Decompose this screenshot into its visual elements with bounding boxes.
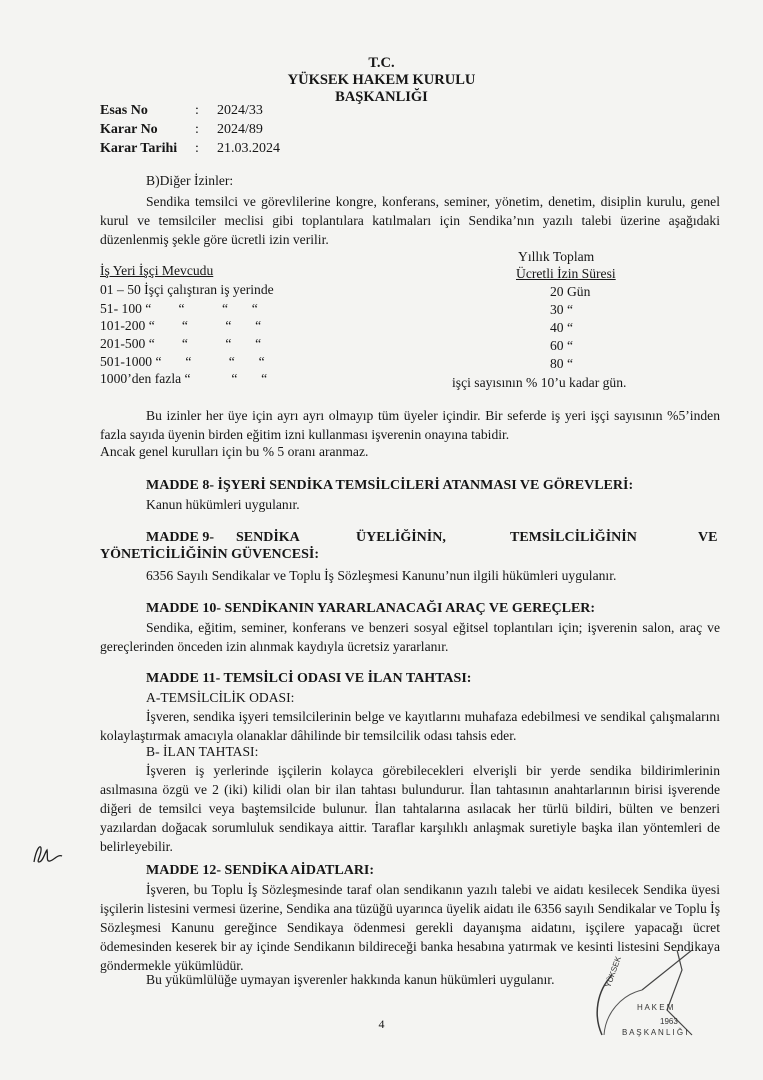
section-b-paragraph-3: Ancak genel kurulları için bu % 5 oranı aranmaz.	[100, 444, 369, 459]
madde-11-text-b: İşveren iş yerlerinde işçilerin kolayca görebilecekleri elverişli bir yerde sendika bildirimlerinin asılmasına özgü ve 2 (iki) kilidi olan bir ilan tahtası bulundurur. İlan tahtasının anahtarlarının birisi işverende diğeri de temsilci veya baştemsilcide bulunur. İlan tahtalarına asılacak her türlü bildiri, bülten ve benzeri yazılardan doğacak sorumluluk sendikaya aittir. Taraflar karşılıklı anlaşmak suretiyle başka ilan yöntemleri de belirleyebilir.	[100, 763, 720, 854]
svg-text:1963: 1963	[660, 1017, 678, 1026]
header-institution: YÜKSEK HAKEM KURULU	[287, 72, 476, 88]
meta-value: 2024/89	[217, 122, 263, 137]
madde-12-text-1: İşveren, bu Toplu İş Sözleşmesinde taraf olan sendikanın yazılı talebi ve aidatı kesilecek Sendika üyesi işçilerin listesini vermesi üzerine, Sendika ana tüzüğü uyarınca üyelik aidatı ile 6356 sayılı Sendikalar ve Toplu İş Sözleşmesi Kanunu gereğince Sendikaya ödenmesi gerekli dayanışma aidatını, işçilere yapacağı ücret ödemesinden keserek bir ay içinde Sendikanın bildireceği banka hesabına yatırmak ve kesinti listesini Sendikaya göndermekle yükümlüdür.	[100, 882, 720, 973]
table-col2-header-1: Yıllık Toplam	[518, 249, 595, 264]
table-row-days: 80 “	[550, 356, 574, 371]
meta-label: Karar No	[100, 122, 158, 137]
section-b-title: B)Diğer İzinler:	[146, 173, 234, 188]
madde-8-title: MADDE 8- İŞYERİ SENDİKA TEMSİLCİLERİ ATANMASI VE GÖREVLERİ:	[146, 478, 634, 493]
madde-9-title-d: TEMSİLCİLİĞİNİN	[510, 530, 637, 545]
madde-10-text: Sendika, eğitim, seminer, konferans ve benzeri sosyal eğitsel toplantıları için; işverenin salon, araç ve gereçlerinden önceden izin alınmak kaydıyla ücretsiz yararlanır.	[100, 620, 720, 654]
madde-11-title: MADDE 11- TEMSİLCİ ODASI VE İLAN TAHTASI:	[146, 671, 472, 686]
section-b-paragraph: Sendika temsilci ve görevlilerine kongre, konferans, seminer, yönetim, denetim, disiplin kurulu, genel kurul ve temsilciler meclisi gibi toplantılara katılmaları için Sendika’nın yazılı talebi üzerine aşağıdaki düzenlenmiş şekle göre ücretli izin verilir.	[100, 194, 720, 247]
madde-9-title-line2: YÖNETİCİLİĞİNİN GÜVENCESİ:	[100, 547, 319, 562]
table-col1-header: İş Yeri İşçi Mevcudu	[100, 263, 214, 278]
madde-11-sub-b: B- İLAN TAHTASI:	[146, 744, 259, 759]
madde-9-title-a: MADDE 9-	[146, 530, 215, 545]
table-col2-header-2: Ücretli İzin Süresi	[516, 266, 616, 281]
table-row-days: işçi sayısının % 10’u kadar gün.	[452, 375, 627, 390]
meta-esas: Esas No : 2024/33	[100, 103, 263, 118]
section-b-paragraph-2: Bu izinler her üye için ayrı ayrı olmayıp tüm üyeler içindir. Bir seferde iş yeri işçi sayısının %5’inden fazla sayıda üyenin birden eğitim izni kullanması işverenin onayına tabidir.	[100, 408, 720, 442]
table-row-days: 30 “	[550, 302, 574, 317]
svg-text:YÜKSEK: YÜKSEK	[603, 955, 623, 989]
table-row-days: 40 “	[550, 320, 574, 335]
madde-10-title: MADDE 10- SENDİKANIN YARARLANACAĞI ARAÇ VE GEREÇLER:	[146, 601, 596, 616]
header-tc: T.C.	[368, 55, 395, 71]
meta-label: Esas No	[100, 103, 148, 118]
table-row-range: 501-1000 “ “ “ “	[100, 354, 265, 369]
meta-karar: Karar No : 2024/89	[100, 122, 263, 137]
madde-9-title-b: SENDİKA	[236, 530, 300, 545]
table-row-range: 01 – 50 İşçi çalıştıran iş yerinde	[100, 282, 274, 297]
table-row-range: 201-500 “ “ “ “	[100, 336, 262, 351]
madde-9-text: 6356 Sayılı Sendikalar ve Toplu İş Sözleşmesi Kanunu’nun ilgili hükümleri uygulanır.	[146, 568, 617, 583]
madde-9-title-c: ÜYELİĞİNİN,	[356, 530, 446, 545]
page-number: 4	[378, 1017, 385, 1031]
svg-text:H A K E M: H A K E M	[637, 1003, 674, 1012]
table-row-range: 101-200 “ “ “ “	[100, 318, 262, 333]
meta-value: 2024/33	[217, 103, 263, 118]
table-row-days: 60 “	[550, 338, 574, 353]
table-row-days: 20 Gün	[550, 284, 591, 299]
madde-8-text: Kanun hükümleri uygulanır.	[146, 497, 300, 512]
madde-11-text-a: İşveren, sendika işyeri temsilcilerinin belge ve kayıtlarını muhafaza edebilmesi ve sendikal çalışmalarını kolaylaştırmak amacıyla olanaklar dâhilinde bir temsilcilik odası tahsis eder.	[100, 709, 720, 743]
madde-12-title: MADDE 12- SENDİKA AİDATLARI:	[146, 863, 375, 878]
meta-label: Karar Tarihi	[100, 141, 178, 156]
handwritten-initials-icon	[30, 842, 66, 866]
header-office: BAŞKANLIĞI	[335, 89, 428, 105]
meta-karar-tarihi: Karar Tarihi : 21.03.2024	[100, 141, 280, 156]
table-row-range: 51- 100 “ “ “ “	[100, 301, 258, 316]
madde-11-sub-a: A-TEMSİLCİLİK ODASI:	[146, 690, 295, 705]
madde-12-text-2: Bu yükümlülüğe uymayan işverenler hakkında kanun hükümleri uygulanır.	[146, 972, 555, 987]
meta-value: 21.03.2024	[217, 141, 280, 156]
madde-9-title-e: VE	[698, 530, 718, 545]
table-row-range: 1000’den fazla “ “ “	[100, 371, 268, 386]
svg-text:B A Ş K A N L I Ğ I: B A Ş K A N L I Ğ I	[622, 1028, 688, 1037]
